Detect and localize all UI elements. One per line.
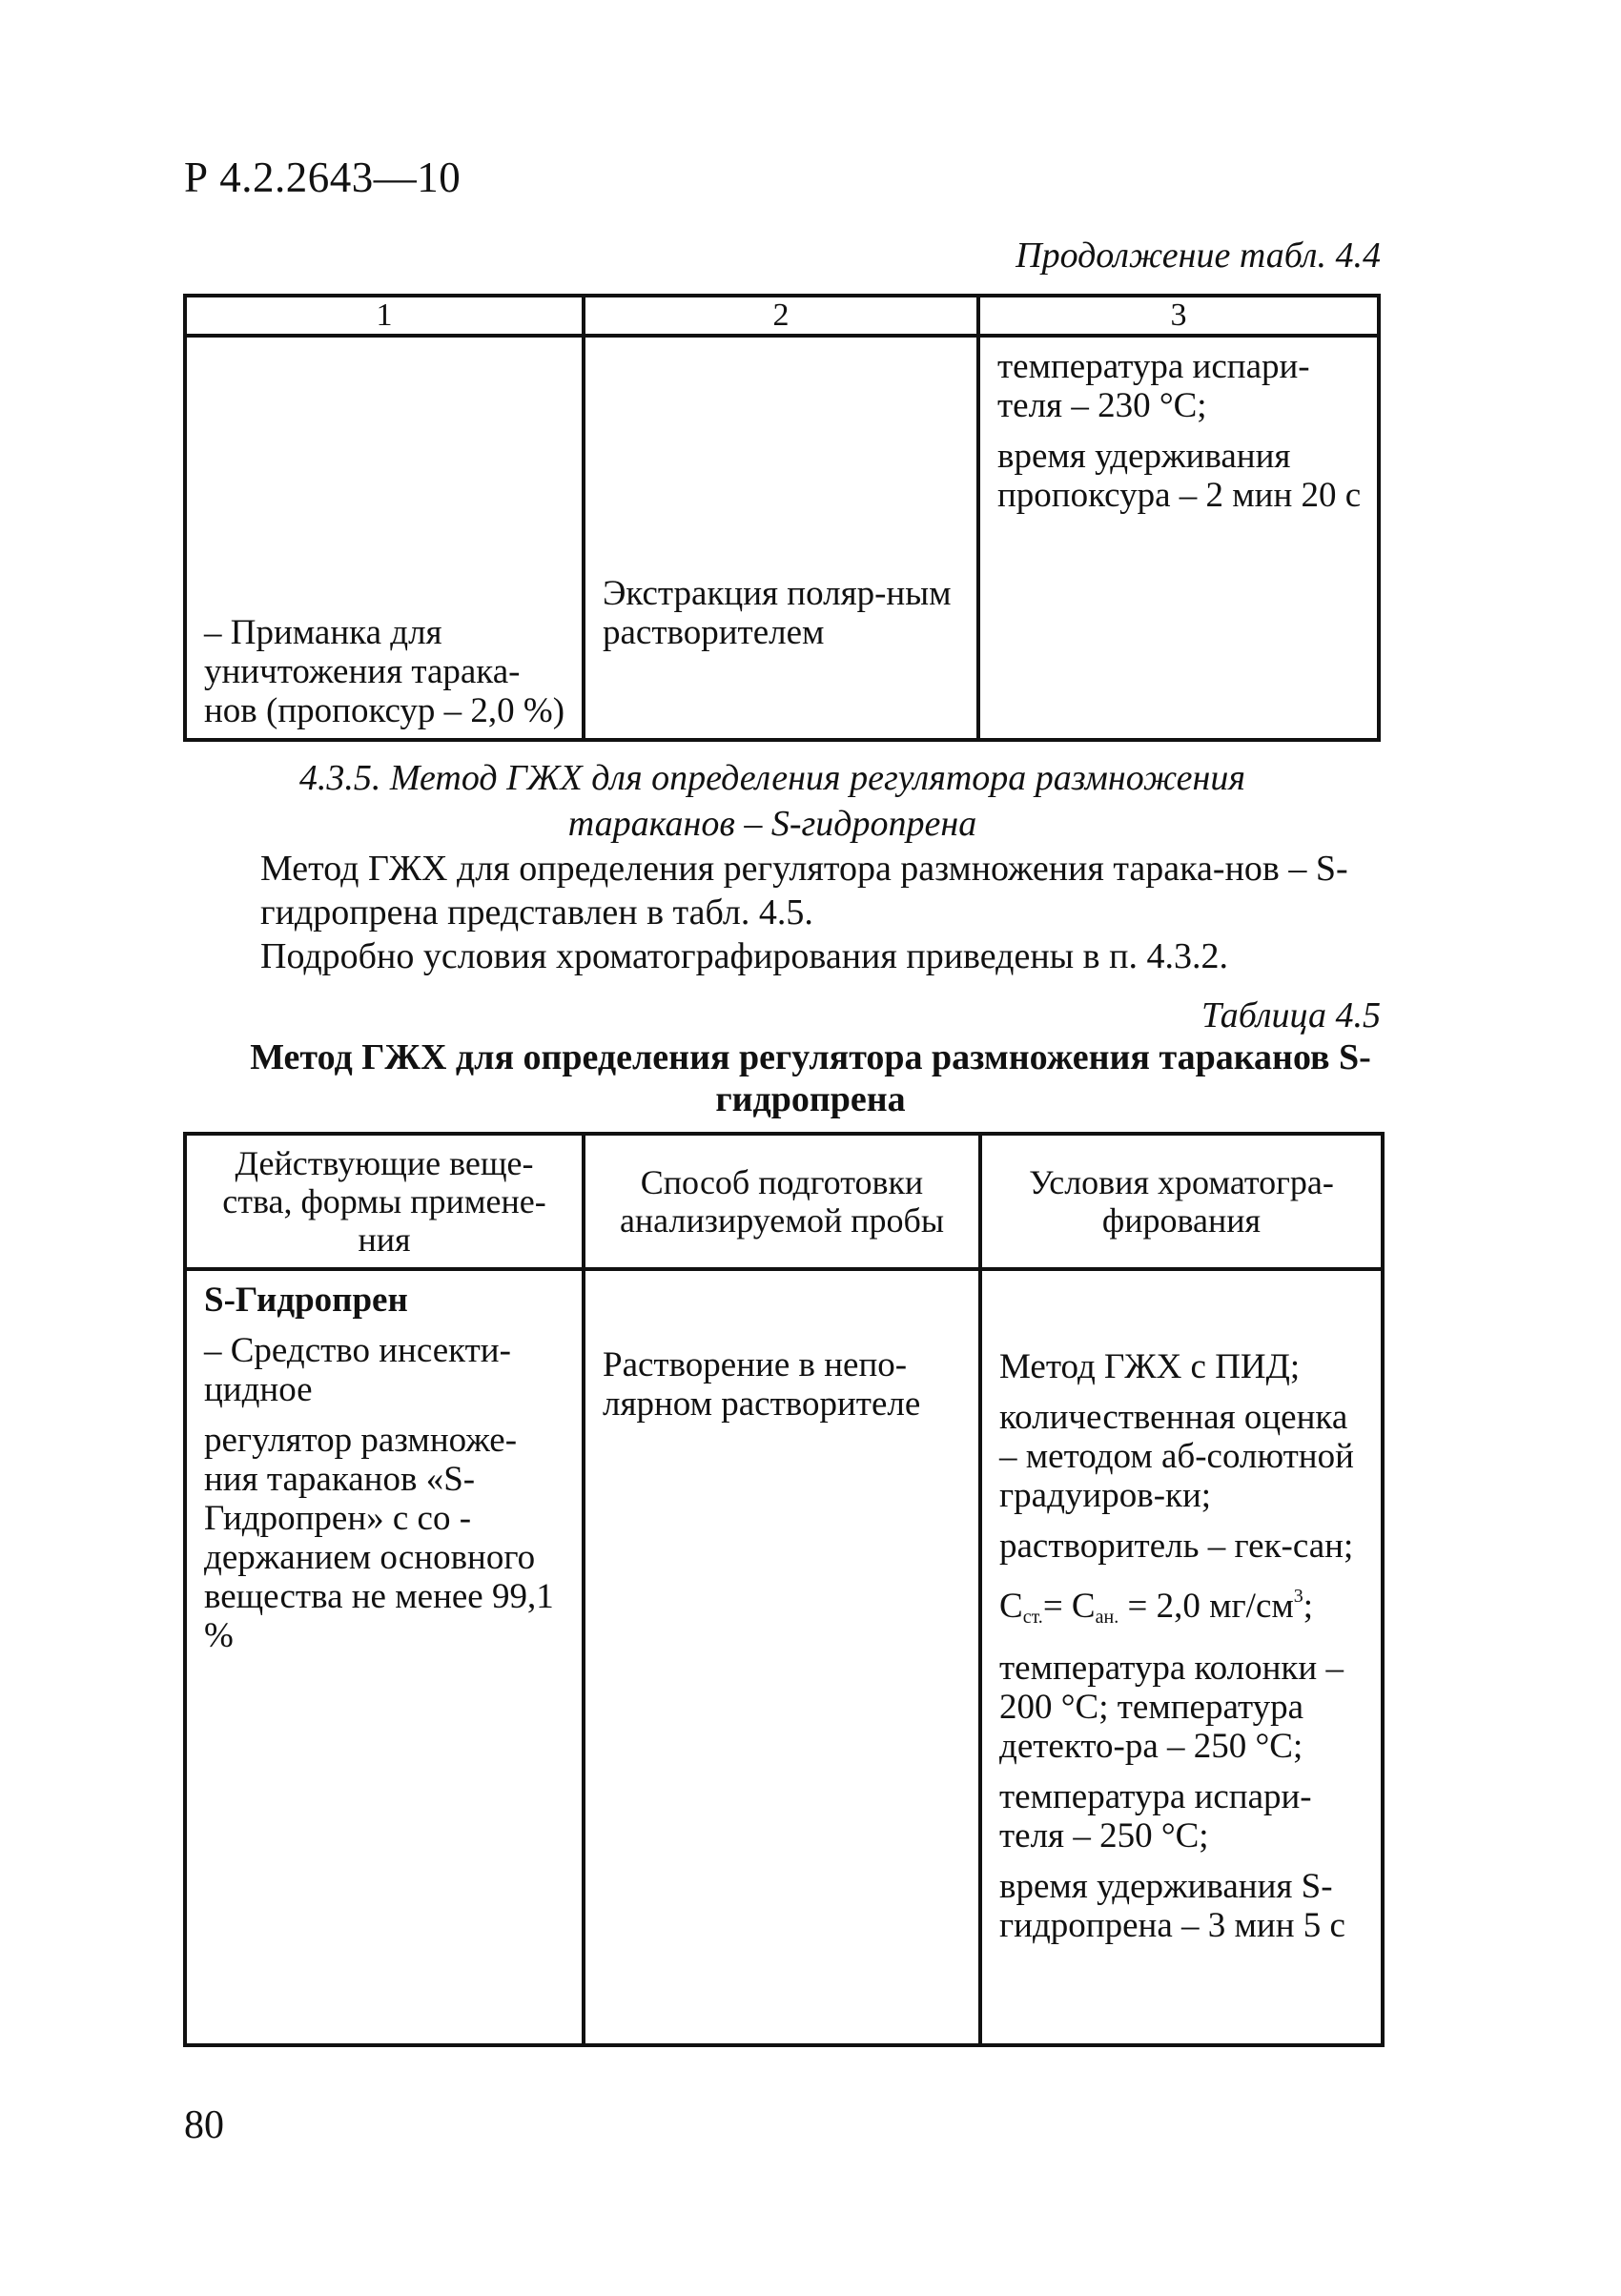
column-number: 1 [185, 296, 584, 336]
condition-line: температура испари-теля – 230 °С; [997, 347, 1310, 425]
condition-line: температура колонки – 200 °С; температура детекто-ра – 250 °С; [999, 1649, 1344, 1766]
conc-value: = 2,0 мг/см [1127, 1587, 1294, 1626]
paragraph-text: Метод ГЖХ для определения регулятора размножения тарака-нов – S-гидропрена представлен в табл. 4.5. [260, 849, 1348, 933]
table-title: Метод ГЖХ для определения регулятора размножения тараканов S-гидропрена [250, 1037, 1371, 1119]
page-number: 80 [184, 2103, 224, 2147]
section-paragraph [184, 934, 1382, 978]
substance-name: S-Гидропрен [204, 1281, 408, 1320]
section-paragraph [184, 847, 1382, 934]
conc-symbol: С [999, 1587, 1023, 1626]
table-cell [584, 1269, 980, 2045]
condition-line: Метод ГЖХ с ПИД; [999, 1347, 1301, 1386]
document-code: Р 4.2.2643—10 [184, 154, 462, 201]
column-header-text: Условия хроматогра-фирования [1029, 1163, 1334, 1240]
table-cell [185, 336, 584, 740]
conc-subscript: ст. [1022, 1607, 1043, 1628]
conc-exponent: 3 [1293, 1586, 1303, 1607]
table-continuation-caption: Продолжение табл. 4.4 [1016, 236, 1381, 276]
table-row [185, 336, 1379, 740]
column-header-text: Действующие веще-ства, формы примене-ния [222, 1144, 546, 1259]
condition-line: растворитель – гек-сан; [999, 1527, 1354, 1566]
conc-symbol: = С [1042, 1587, 1096, 1626]
condition-line: температура испари-теля – 250 °С; [999, 1777, 1312, 1855]
column-number: 2 [584, 296, 978, 336]
table-column-numbers-row [185, 296, 1379, 336]
column-header [584, 1134, 980, 1269]
sample-prep: Растворение в непо-лярном растворителе [603, 1345, 921, 1424]
conc-subscript: ан. [1095, 1607, 1119, 1628]
paragraph-text: Подробно условия хроматографирования приведены в п. 4.3.2. [260, 936, 1228, 976]
condition-line: время удерживания пропоксура – 2 мин 20 с [997, 437, 1362, 515]
table-row [185, 1269, 1383, 2045]
conc-tail: ; [1303, 1587, 1314, 1626]
form-line: – Средство инсекти-цидное [204, 1331, 511, 1409]
extraction-method: Экстракция поляр-ным растворителем [603, 574, 952, 652]
table-4-5 [183, 1132, 1385, 2047]
column-header-text: Способ подготовки анализируемой пробы [619, 1163, 945, 1240]
table-header-row [185, 1134, 1383, 1269]
bait-description: – Приманка для уничтожения тарака-нов (пропоксур – 2,0 %) [204, 613, 565, 730]
table-cell [185, 1269, 584, 2045]
condition-line: время удерживания S-гидропрена – 3 мин 5 с [999, 1867, 1345, 1945]
table-cell [980, 1269, 1383, 2045]
table-4-4-continuation [183, 294, 1381, 742]
concentration-line [999, 1577, 1367, 1637]
column-number: 3 [978, 296, 1379, 336]
column-header [980, 1134, 1383, 1269]
section-heading: 4.3.5. Метод ГЖХ для определения регулятора размножения тараканов – S-гидропрена [298, 758, 1246, 844]
table-cell [584, 336, 978, 740]
table-label: Таблица 4.5 [1201, 995, 1381, 1035]
column-header [185, 1134, 584, 1269]
form-line: регулятор размноже-ния тараканов «S-Гидропрен» с со - держанием основного вещества не менее 99,1 % [204, 1421, 554, 1655]
condition-line: количественная оценка – методом аб-солютной градуиров-ки; [999, 1398, 1354, 1515]
table-cell [978, 336, 1379, 740]
